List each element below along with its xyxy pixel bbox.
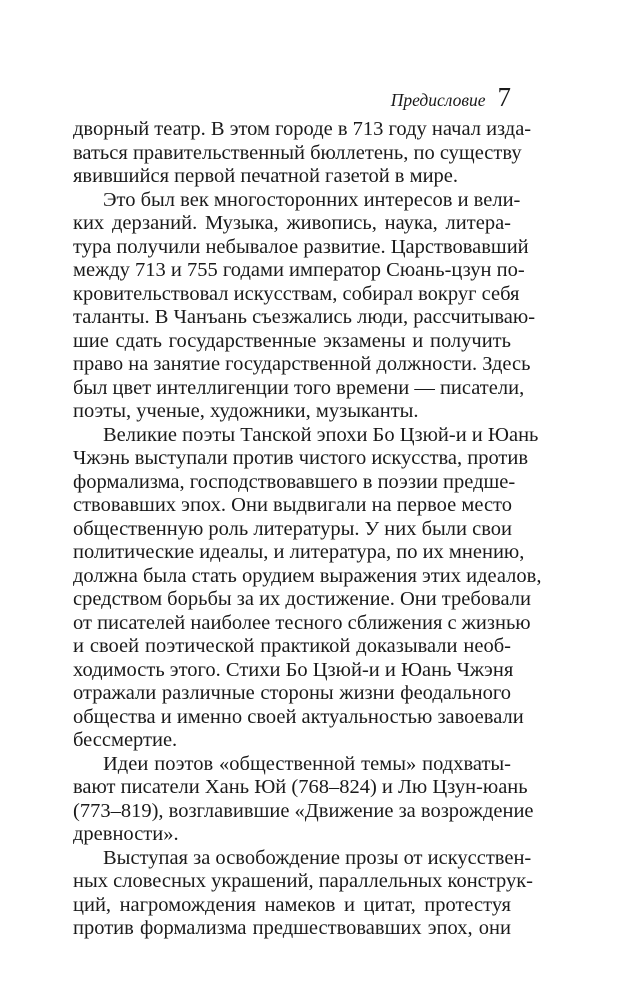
text-line: против формализма предшествовавших эпох, они [73, 917, 511, 939]
text-line: древности». [73, 823, 179, 845]
text-line: средством борьбы за их достижение. Они требовали [73, 588, 531, 610]
text-line: таланты. В Чанъань съезжались люди, рассчитываю- [73, 306, 536, 328]
text-line: ваться правительственный бюллетень, по существу [73, 141, 522, 164]
text-line: был цвет интеллигенции того времени — писатели, [73, 376, 525, 399]
text-line: от писателей наиболее тесного сближения с жизнью [73, 611, 531, 634]
text-line: Чжэнь выступали против чистого искусства, против [73, 447, 529, 469]
text-line: право на занятие государственной должности. Здесь [73, 353, 531, 375]
text-line: должна была стать орудием выражения этих идеалов, [73, 564, 542, 587]
text-line: ций, нагромождения намеков и цитат, протестуя [73, 893, 511, 916]
running-head [391, 84, 511, 111]
paragraph [73, 423, 542, 753]
text-line: ких дерзаний. Музыка, живопись, наука, литера- [73, 212, 511, 234]
text-line: ных словесных украшений, параллельных конструк- [73, 870, 534, 892]
text-line: Выступая за освобождение прозы от искусствен- [103, 846, 532, 869]
text-line: бессмертие. [73, 729, 178, 751]
body-text [73, 118, 542, 941]
paragraph [73, 846, 534, 941]
text-line: (773–819), возглавившие «Движение за возрождение [73, 799, 534, 822]
text-line: отражали различные стороны жизни феодального [73, 682, 511, 704]
text-line: общества и именно своей актуальностью завоевали [73, 705, 524, 728]
text-line: Идеи поэтов «общественной темы» подхваты- [103, 752, 511, 775]
text-line: между 713 и 755 годами император Сюань-цзун по- [73, 259, 525, 281]
text-line: шие сдать государственные экзамены и получить [73, 329, 511, 352]
text-line: тура получили небывалое развитие. Царствовавший [73, 235, 529, 258]
text-line: кровительствовал искусствам, собирал вокруг себя [73, 282, 520, 305]
text-line: Великие поэты Танской эпохи Бо Цзюй-и и Юань [103, 423, 539, 446]
text-line: формализма, господствовавшего в поэзии предше- [73, 470, 516, 493]
text-line: вают писатели Хань Юй (768–824) и Лю Цзун-юань [73, 776, 528, 798]
text-line: ходимость этого. Стихи Бо Цзюй-и и Юань Чжэня [73, 658, 514, 681]
section-title: Предисловие [390, 90, 486, 110]
text-line: поэты, ученые, художники, музыканты. [73, 400, 419, 422]
text-line: Это был век многосторонних интересов и вели- [103, 188, 521, 211]
text-line: общественную роль литературы. У них были свои [73, 517, 512, 540]
paragraph [73, 118, 532, 189]
page-number: 7 [497, 82, 511, 112]
text-line: политические идеалы, и литература, по их мнению, [73, 541, 525, 563]
paragraph [73, 752, 534, 847]
text-line: и своей поэтической практикой доказывали необ- [73, 635, 511, 657]
text-line: дворный театр. В этом городе в 713 году начал изда- [73, 118, 532, 140]
text-line: ствовавших эпох. Они выдвигали на первое место [73, 494, 512, 516]
text-line: явившийся первой печатной газетой в мире. [73, 165, 459, 187]
paragraph [73, 188, 536, 424]
